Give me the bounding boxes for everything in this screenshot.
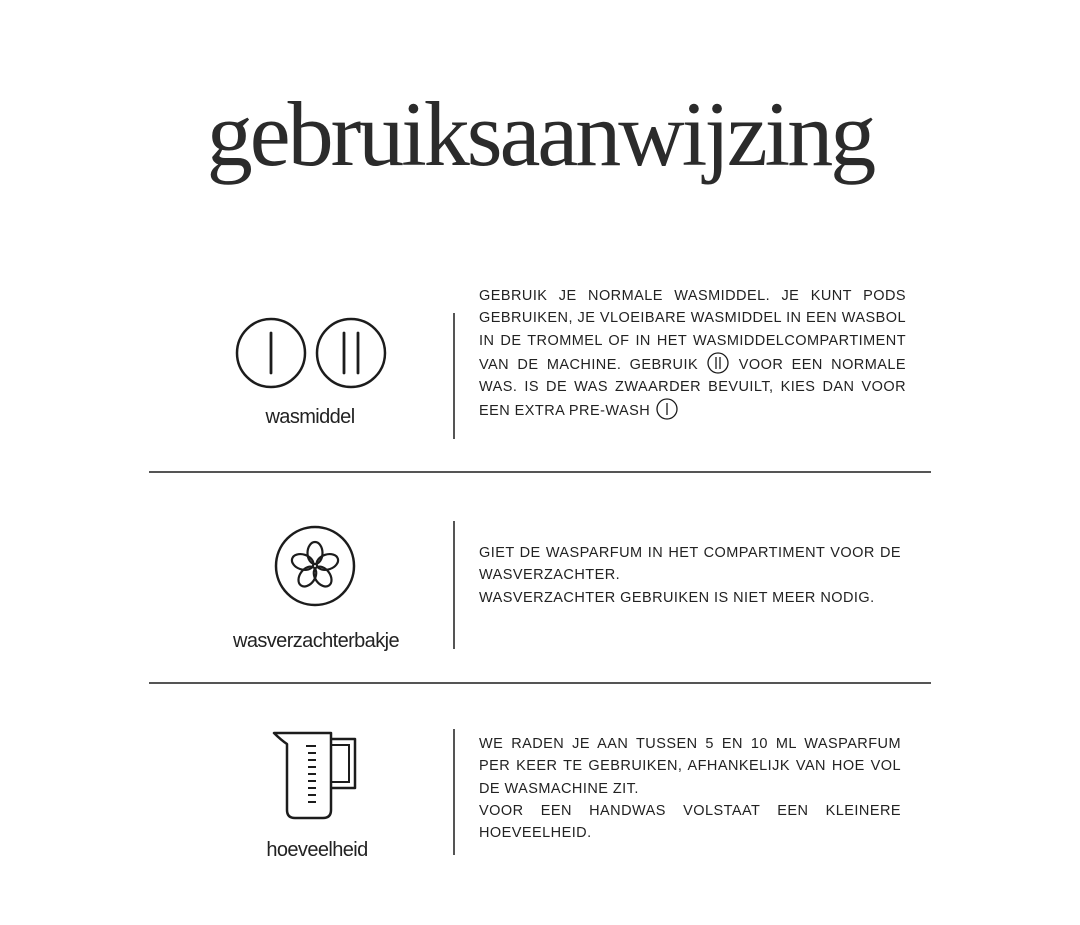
wash-compartment-2-icon bbox=[706, 352, 730, 374]
flower-compartment-icon-wrap bbox=[273, 524, 357, 613]
section-text-wasverzachterbakje bbox=[479, 542, 901, 609]
measuring-cup-icon bbox=[271, 730, 361, 822]
wash-compartment-1-icon bbox=[655, 398, 679, 420]
section-label-wasverzachterbakje: wasverzachterbakje bbox=[233, 630, 399, 652]
wash-compartment-2-icon bbox=[317, 319, 385, 387]
measuring-cup-icon-wrap bbox=[271, 730, 361, 827]
wash-compartment-1-icon bbox=[234, 316, 390, 390]
paragraph: GIET DE WASPARFUM IN HET COMPARTIMENT VOOR DE WASVERZACHTER. bbox=[479, 545, 901, 584]
section-divider bbox=[149, 682, 931, 684]
wasmiddel-text-part-2: VOOR EEN NORMALE WAS. IS DE WAS ZWAARDER BEVUILT, KIES DAN VOOR EEN EXTRA PRE-WASH bbox=[479, 356, 907, 420]
compartment-icons bbox=[234, 316, 390, 395]
section-label-hoeveelheid: hoeveelheid bbox=[266, 839, 368, 861]
column-divider bbox=[453, 729, 455, 855]
section-label-wasmiddel: wasmiddel bbox=[265, 406, 355, 428]
page-title: gebruiksaanwijzing bbox=[206, 83, 874, 185]
section-text-wasmiddel bbox=[479, 285, 906, 423]
paragraph: WE RADEN JE AAN TUSSEN 5 EN 10 ML WASPARFUM PER KEER TE GEBRUIKEN, AFHANKELIJK VAN HOE VOL DE WASMACHINE ZIT. bbox=[479, 736, 901, 797]
wasmiddel-text-part-1: GEBRUIK JE NORMALE WASMIDDEL. JE KUNT PODS GEBRUIKEN, JE VLOEIBARE WASMIDDEL IN EEN WASBOL IN DE TROMMEL OF IN HET WASMIDDELCOMPARTIMENT VAN DE MACHINE. GEBRUIK bbox=[479, 288, 906, 373]
flower-compartment-icon bbox=[273, 524, 357, 608]
section-text-hoeveelheid bbox=[479, 733, 901, 844]
column-divider bbox=[453, 521, 455, 649]
paragraph: WASVERZACHTER GEBRUIKEN IS NIET MEER NODIG. bbox=[479, 589, 875, 606]
column-divider bbox=[453, 313, 455, 439]
section-divider bbox=[149, 471, 931, 473]
paragraph: VOOR EEN HANDWAS VOLSTAAT EEN KLEINERE HOEVEELHEID. bbox=[479, 802, 901, 842]
